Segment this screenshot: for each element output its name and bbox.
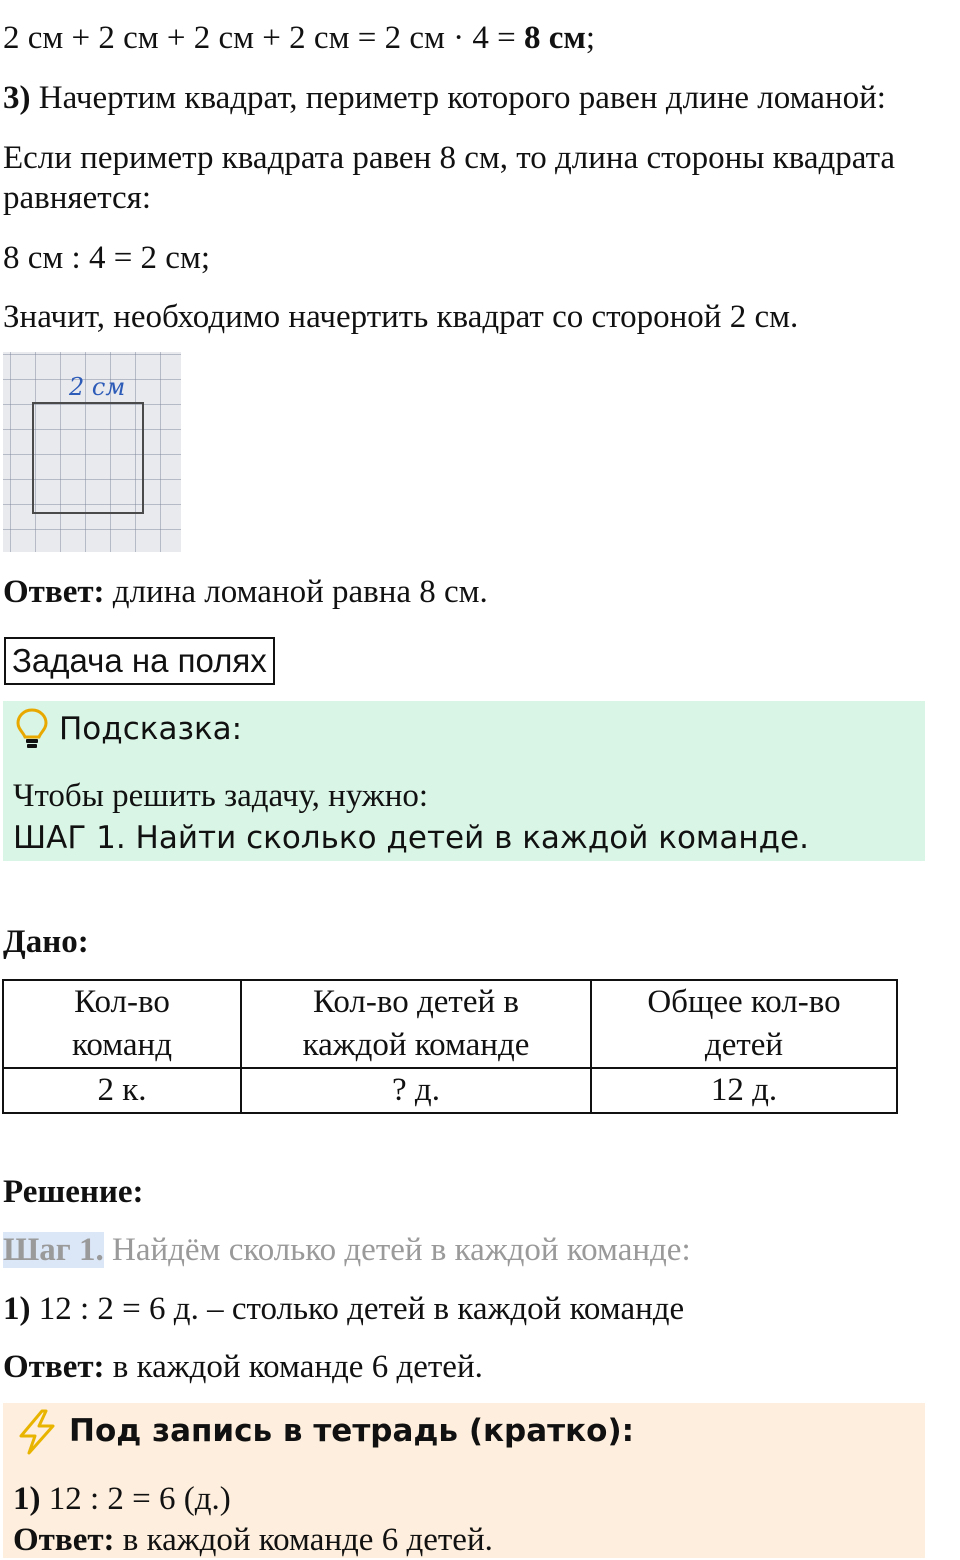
notebook-answer xyxy=(13,1520,493,1560)
notebook-answer-label: Ответ: xyxy=(13,1522,115,1558)
notebook-box xyxy=(3,1403,925,1558)
hint-step-label: ШАГ 1. xyxy=(13,820,126,856)
header-line: каждой команде xyxy=(302,1027,530,1063)
notebook-calc-number: 1) xyxy=(13,1481,41,1517)
answer-label: Ответ: xyxy=(3,574,105,610)
item-number: 3) xyxy=(3,80,31,116)
notebook-calc-text: 12 : 2 = 6 (д.) xyxy=(40,1481,231,1517)
equation-line xyxy=(3,18,595,58)
header-line: детей xyxy=(704,1027,784,1063)
answer-text: длина ломаной равна 8 см. xyxy=(104,574,488,610)
table-row xyxy=(3,1068,897,1113)
table-header-cell xyxy=(591,980,897,1068)
header-line: команд xyxy=(72,1027,172,1063)
table-cell: 12 д. xyxy=(591,1068,897,1113)
equation-text: 2 см + 2 см + 2 см + 2 см = 2 см · 4 = xyxy=(3,20,524,56)
given-label-text: Дано: xyxy=(3,924,89,960)
section-title-box: Задача на полях xyxy=(4,637,275,685)
table-header-cell xyxy=(241,980,591,1068)
step-text: Найдём сколько детей в каждой команде: xyxy=(103,1232,691,1268)
hint-title: Подсказка: xyxy=(59,711,243,747)
table-cell: ? д. xyxy=(241,1068,591,1113)
header-line: Кол-во xyxy=(74,984,170,1020)
table-header-cell xyxy=(3,980,241,1068)
hint-box xyxy=(3,701,925,861)
header-line: Общее кол-во xyxy=(647,984,841,1020)
given-label xyxy=(3,922,89,962)
item-text: Начертим квадрат, периметр которого равен длине ломаной: xyxy=(30,80,886,116)
table-cell: 2 к. xyxy=(3,1068,241,1113)
item-3 xyxy=(3,78,886,118)
calc-number: 1) xyxy=(3,1291,31,1327)
answer-text: в каждой команде 6 детей. xyxy=(104,1349,483,1385)
answer-label: Ответ: xyxy=(3,1349,105,1385)
calc-text: 12 : 2 = 6 д. – столько детей в каждой команде xyxy=(30,1291,685,1327)
calculation-line xyxy=(3,1289,684,1329)
solution-label-text: Решение: xyxy=(3,1174,144,1210)
lightbulb-icon xyxy=(15,707,49,751)
notebook-answer-text: в каждой команде 6 детей. xyxy=(114,1522,493,1558)
notebook-calc xyxy=(13,1479,231,1519)
hint-text: Чтобы решить задачу, нужно: xyxy=(13,778,429,814)
conclusion-text: Значит, необходимо начертить квадрат со стороной 2 см. xyxy=(3,299,799,335)
table-header-row xyxy=(3,980,897,1068)
notebook-title: Под запись в тетрадь (кратко): xyxy=(69,1413,635,1449)
side-calculation: 8 см : 4 = 2 см; xyxy=(3,240,211,276)
handwritten-label: 2 см xyxy=(69,373,126,401)
square-drawing-image xyxy=(3,352,181,552)
hint-step xyxy=(13,818,809,858)
step-label: Шаг 1. xyxy=(3,1232,104,1268)
given-table xyxy=(2,979,898,1114)
solution-label xyxy=(3,1172,144,1212)
answer-line-2 xyxy=(3,1347,483,1387)
equation-result: 8 см xyxy=(523,20,586,56)
answer-line xyxy=(3,572,488,612)
step-1-line xyxy=(3,1230,691,1270)
paragraph-side-length: Если периметр квадрата равен 8 см, то длина стороны квадрата равняется: xyxy=(3,140,896,216)
drawn-square xyxy=(32,402,144,514)
lightning-icon xyxy=(15,1409,59,1455)
equation-end: ; xyxy=(585,20,595,56)
header-line: Кол-во детей в xyxy=(313,984,519,1020)
hint-step-text: Найти сколько детей в каждой команде. xyxy=(125,820,809,856)
